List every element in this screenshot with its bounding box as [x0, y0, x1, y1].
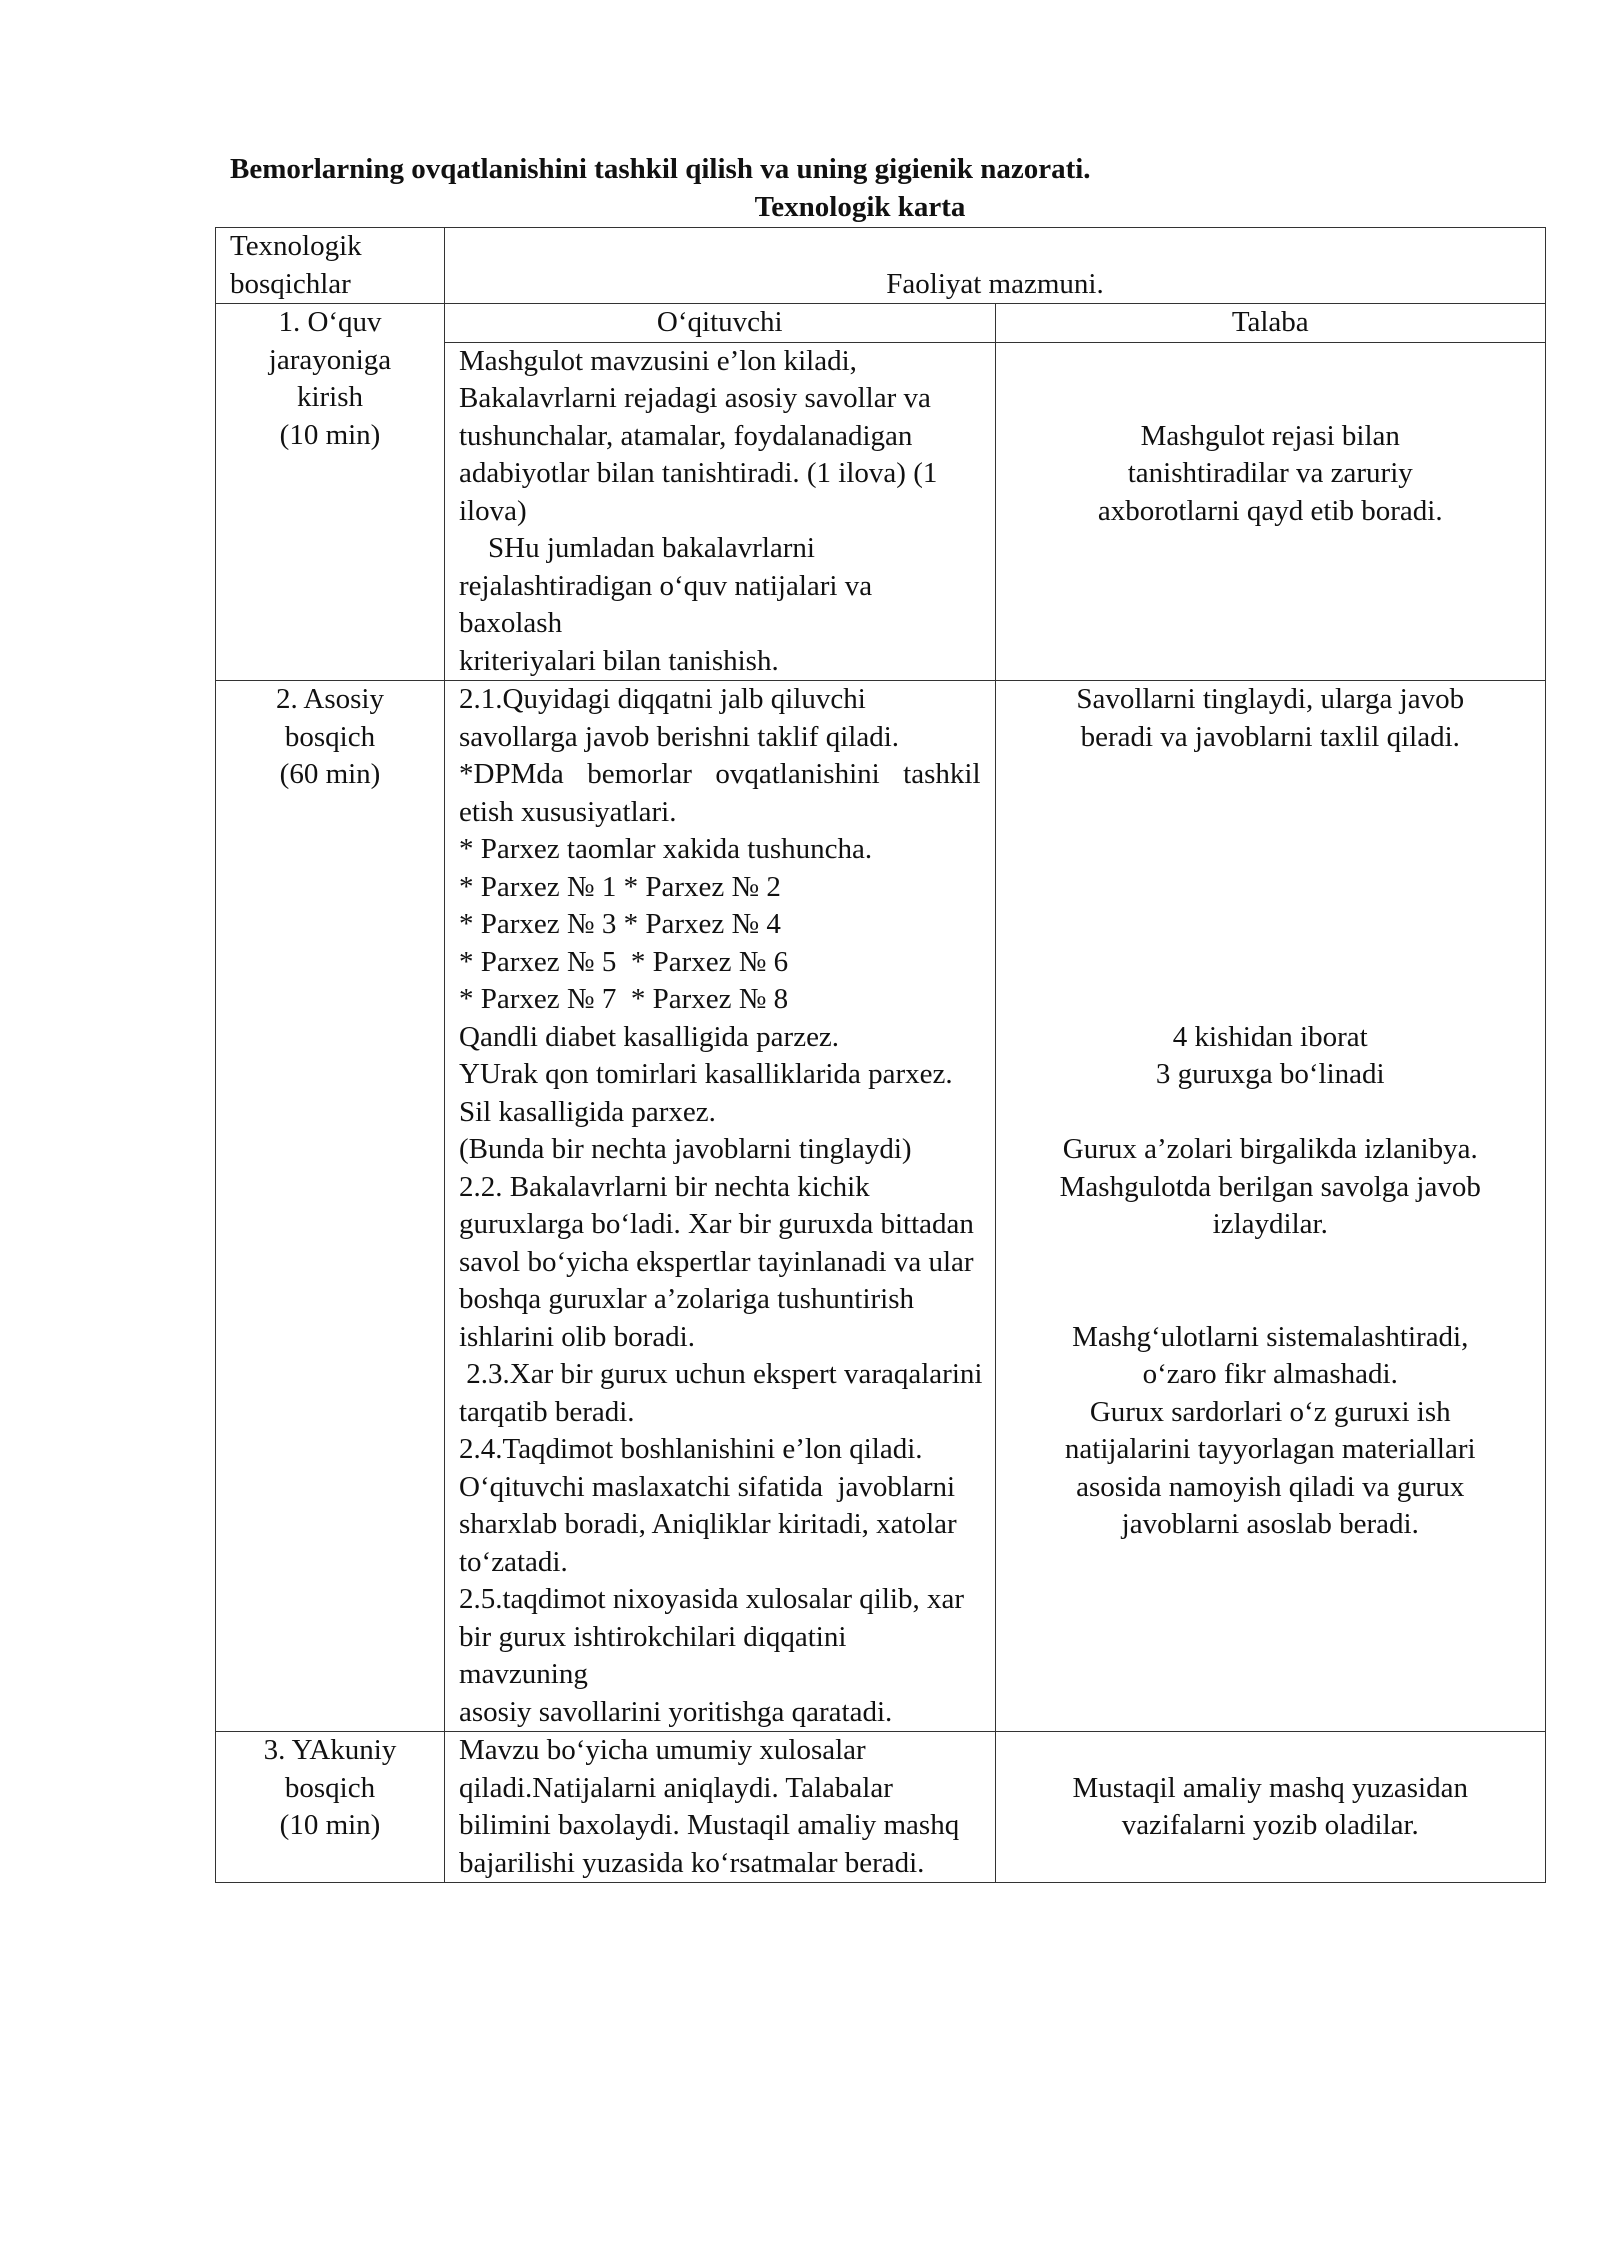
row1-teacher-line: kriteriyalari bilan tanishish. [459, 644, 779, 677]
row2-teacher-line: 2.4.Taqdimot boshlanishini e’lon qiladi. [459, 1433, 923, 1465]
header-teacher-label: O‘qituvchi [656, 306, 783, 338]
row1-student-cell [995, 342, 1546, 681]
row3-teacher-line: bajarilishi yuzasida ko‘rsatmalar beradi. [459, 1846, 925, 1879]
header-student-cell [995, 304, 1546, 343]
row1-step-cell [216, 304, 445, 681]
technology-card-table [215, 227, 1546, 1883]
row3-student-cell [995, 1732, 1546, 1883]
row2-student-line: beradi va javoblarni taxlil qiladi. [1080, 720, 1460, 753]
header-content-cell [445, 228, 1546, 304]
row1-student-line: tanishtiradilar va zaruriy [1127, 457, 1413, 489]
row2-teacher-line: 2.3.Xar bir gurux uchun ekspert varaqalarini [459, 1358, 983, 1390]
row2-student-spacer [1010, 1281, 1532, 1319]
row2-student-line: Mashg‘ulotlarni sistemalashtiradi, [1072, 1320, 1469, 1353]
row2-teacher-line: * Parxez № 1 * Parxez № 2 [459, 870, 781, 903]
row2-student-line: Savollarni tinglaydi, ularga javob [1076, 683, 1465, 715]
row2-teacher-line: guruxlarga bo‘ladi. Xar bir guruxda bittadan [459, 1208, 974, 1240]
row2-step-cell [216, 681, 445, 1732]
row2-student-line: asosida namoyish qiladi va gurux [1076, 1470, 1465, 1503]
row1-teacher-line: rejalashtiradigan o‘quv natijalari va baxolash [459, 569, 873, 639]
row2-teacher-line: tarqatib beradi. [459, 1395, 635, 1428]
row1-teacher-line: ilova) [459, 494, 527, 527]
row2-student-line: 4 kishidan iborat [1172, 1020, 1368, 1053]
row3-step-line: 3. YAkuniy [263, 1734, 397, 1766]
row2-teacher-line: 2.2. Bakalavrlarni bir nechta kichik [459, 1170, 870, 1203]
row1-teacher-line: SHu jumladan bakalavrlarni [459, 532, 815, 564]
row2-student-spacer [1010, 869, 1532, 907]
row1-student-spacer [1010, 343, 1532, 381]
row2-step-line: (60 min) [279, 758, 381, 790]
row3-teacher-line: Mavzu bo‘yicha umumiy xulosalar [459, 1734, 866, 1766]
row1-step-line: (10 min) [279, 418, 381, 451]
row1-teacher-line: Mashgulot mavzusini e’lon kiladi, [459, 344, 857, 377]
table-row [216, 1732, 1546, 1883]
row2-teacher-line: etish xususiyatlari. [459, 795, 677, 828]
row2-teacher-line: asosiy savollarini yoritishga qaratadi. [459, 1695, 893, 1728]
row3-teacher-line: qiladi.Natijalarni aniqlaydi. Talabalar [459, 1771, 893, 1804]
row3-step-line: bosqich [284, 1771, 376, 1804]
row1-teacher-cell [445, 342, 996, 681]
row2-student-spacer [1010, 1094, 1532, 1132]
row2-student-spacer [1010, 981, 1532, 1019]
row2-teacher-line: * Parxez taomlar xakida tushuncha. [459, 833, 873, 865]
row2-teacher-line: YUrak qon tomirlari kasalliklarida parxez. [459, 1058, 953, 1090]
row2-student-cell [995, 681, 1546, 1732]
row3-student-line: vazifalarni yozib oladilar. [1121, 1809, 1419, 1841]
row2-teacher-line: Sil kasalligida parxez. [459, 1095, 716, 1128]
row2-teacher-line: (Bunda bir nechta javoblarni tinglaydi) [459, 1133, 912, 1165]
row2-student-line: natijalarini tayyorlagan materiallari [1064, 1433, 1476, 1465]
row2-student-line: Gurux a’zolari birgalikda izlanibya. [1062, 1133, 1478, 1165]
row2-student-line: 3 guruxga bo‘linadi [1155, 1058, 1385, 1090]
row1-teacher-line: tushunchalar, atamalar, foydalanadigan [459, 419, 913, 452]
row2-student-line: Mashgulotda berilgan savolga javob [1059, 1170, 1481, 1203]
row2-teacher-line: bir gurux ishtirokchilari diqqatini mavzuning [459, 1620, 847, 1690]
row3-step-cell [216, 1732, 445, 1883]
row2-teacher-line: savol bo‘yicha ekspertlar tayinlanadi va ular [459, 1245, 974, 1278]
row2-student-line: javoblarni asoslab beradi. [1121, 1508, 1419, 1540]
row2-teacher-line: boshqa guruxlar a’zolariga tushuntirish [459, 1283, 915, 1315]
document-title: Bemorlarning ovqatlanishini tashkil qilish va uning gigienik nazorati. [230, 153, 1091, 185]
row2-teacher-line: O‘qituvchi maslaxatchi sifatida javoblarni [459, 1470, 956, 1503]
header-student-label: Talaba [1231, 306, 1309, 338]
document-subtitle: Texnologik karta [754, 191, 966, 223]
row1-step-line: 1. O‘quv [278, 306, 382, 338]
row2-teacher-line: * Parxez № 3 * Parxez № 4 [459, 908, 781, 940]
row2-step-line: bosqich [284, 720, 376, 753]
row1-step-line: kirish [296, 381, 364, 413]
row2-teacher-line: Qandli diabet kasalligida parzez. [459, 1020, 840, 1053]
table-header-row [216, 228, 1546, 304]
table-row [216, 304, 1546, 343]
row1-teacher-line: Bakalavrlarni rejadagi asosiy savollar va [459, 382, 931, 414]
row2-student-line: Gurux sardorlari o‘z guruxi ish [1089, 1395, 1451, 1428]
row2-teacher-line: ishlarini olib boradi. [459, 1320, 695, 1353]
header-teacher-cell [445, 304, 996, 343]
row2-student-spacer [1010, 906, 1532, 944]
row3-step-line: (10 min) [279, 1809, 381, 1841]
header-step-line: Texnologik [230, 230, 362, 262]
row1-student-line: axborotlarni qayd etib boradi. [1097, 494, 1443, 527]
row2-teacher-line: sharxlab boradi, Aniqliklar kiritadi, xatolar [459, 1508, 957, 1540]
row2-student-spacer [1010, 944, 1532, 982]
row2-teacher-line: savollarga javob berishni taklif qiladi. [459, 720, 899, 753]
row2-student-spacer [1010, 794, 1532, 832]
row2-student-spacer [1010, 756, 1532, 794]
row1-step-line: jarayoniga [268, 343, 392, 376]
row2-student-line: o‘zaro fikr almashadi. [1142, 1358, 1398, 1390]
row3-teacher-line: bilimini baxolaydi. Mustaqil amaliy mashq [459, 1809, 960, 1841]
row2-student-spacer [1010, 1244, 1532, 1282]
row2-teacher-line: 2.5.taqdimot nixoyasida xulosalar qilib, xar [459, 1583, 964, 1615]
header-step-cell [216, 228, 445, 304]
row2-step-line: 2. Asosiy [276, 683, 384, 715]
header-step-line: bosqichlar [230, 267, 351, 300]
row2-teacher-cell [445, 681, 996, 1732]
row3-teacher-cell [445, 1732, 996, 1883]
row2-teacher-line: to‘zatadi. [459, 1545, 568, 1578]
row2-teacher-line: * Parxez № 5 * Parxez № 6 [459, 945, 789, 978]
row3-student-line: Mustaqil amaliy mashq yuzasidan [1072, 1771, 1468, 1804]
row1-teacher-line: adabiyotlar bilan tanishtiradi. (1 ilova) (1 [459, 457, 938, 489]
row2-teacher-line: 2.1.Quyidagi diqqatni jalb qiluvchi [459, 683, 866, 715]
row1-student-spacer [1010, 380, 1532, 418]
table-row [216, 681, 1546, 1732]
row3-student-spacer [1010, 1732, 1532, 1770]
row1-student-line: Mashgulot rejasi bilan [1140, 419, 1400, 452]
row2-student-spacer [1010, 831, 1532, 869]
row2-teacher-line: * Parxez № 7 * Parxez № 8 [459, 983, 789, 1015]
row2-student-line: izlaydilar. [1212, 1208, 1328, 1240]
header-content-label: Faoliyat mazmuni. [886, 267, 1104, 300]
row2-teacher-line: *DPMda bemorlar ovqatlanishini tashkil [459, 758, 981, 790]
